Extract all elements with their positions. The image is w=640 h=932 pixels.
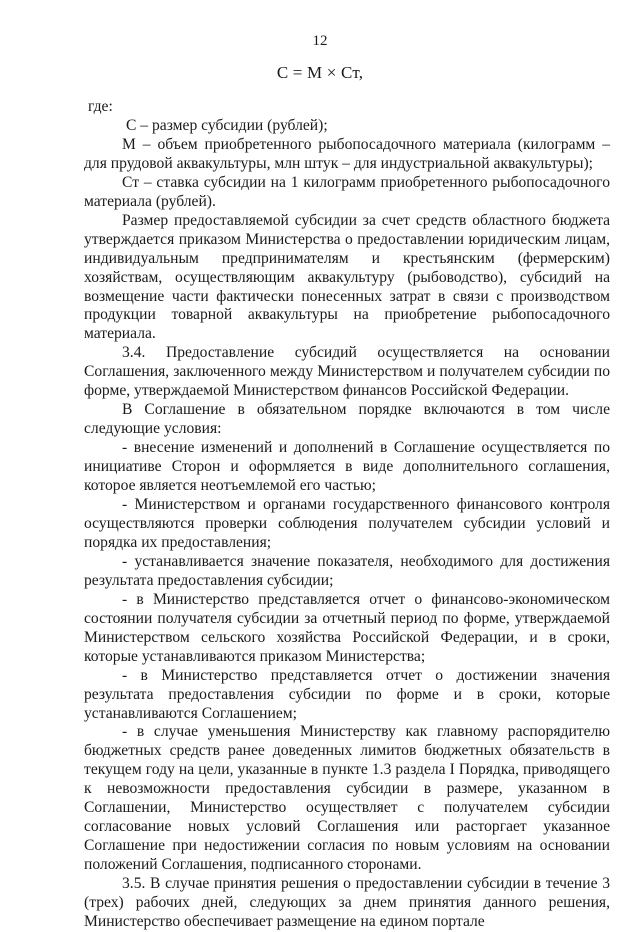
document-body (84, 98, 610, 932)
list-item-amendments: - внесение изменений и дополнений в Соглашение осуществляется по инициативе Сторон и оформляется в виде дополнительного соглашения, которое является неотъемлемой его частью; (84, 439, 610, 495)
list-item-result-report: - в Министерство представляется отчет о достижении значения результата предоставления субсидии по форме и в сроки, которые устанавливаются Соглашением; (84, 666, 610, 722)
paragraph-def-m: М – объем приобретенного рыбопосадочного материала (килограмм – для прудовой аквакультуры, млн штук – для индустриальной аквакультуры); (84, 135, 610, 172)
paragraph-subsidy-size: Размер предоставляемой субсидии за счет средств областного бюджета утверждается приказом Министерства о предоставлении юридическим лицам, индивидуальным предпринимателям и крестьянским (фермерским) хозяйствам, осуществляющим аквакультуру (рыбоводство), субсидий на возмещение части фактически понесенных затрат в связи с производством продукции товарной аквакультуры на приобретение рыбопосадочного материала. (84, 211, 610, 343)
list-item-financial-report: - в Министерство представляется отчет о финансово-экономическом состоянии получателя субсидии за отчетный период по форме, утверждаемой Министерством сельского хозяйства Российской Федерации, и в сроки, которые устанавливаются приказом Министерства; (84, 590, 610, 665)
list-item-limit-reduction: - в случае уменьшения Министерству как главному распорядителю бюджетных средств ранее доведенных лимитов бюджетных обязательств в текущем году на цели, указанные в пункте 1.3 раздела I Порядка, приводящего к невозможности предоставления субсидии в размере, указанном в Соглашении, Министерство осуществляет с получателем субсидии согласование новых условий Соглашения или расторгает указанное Соглашение при недостижении согласия по новым условиям на основании положений Соглашения, подписанного сторонами. (84, 723, 610, 874)
paragraph-def-c: С – размер субсидии (рублей); (126, 116, 328, 134)
paragraph-3-5: 3.5. В случае принятия решения о предоставлении субсидии в течение 3 (трех) рабочих дней, следующих за днем принятия данного решения, Министерство обеспечивает размещение на едином портале (84, 875, 610, 930)
paragraph-3-4: 3.4. Предоставление субсидий осуществляется на основании Соглашения, заключенного между Министерством и получателем субсидии по форме, утверждаемой Министерством финансов Российской Федерации. (84, 344, 610, 400)
paragraph-def-st: Ст – ставка субсидии на 1 килограмм приобретенного рыбопосадочного материала (рублей). (84, 173, 610, 210)
paragraph-where: где: (88, 98, 113, 115)
page-number: 12 (312, 33, 328, 49)
list-item-inspections: - Министерством и органами государственного финансового контроля осуществляются проверки соблюдения получателем субсидии условий и порядка их предоставления; (84, 496, 610, 551)
paragraph-agreement-conditions: В Соглашение в обязательном порядке включаются в том числе следующие условия: (84, 401, 610, 438)
subsidy-formula: С = М × Ст, (276, 63, 364, 82)
list-item-indicator: - устанавливается значение показателя, необходимого для достижения результата предоставления субсидии; (84, 552, 610, 589)
